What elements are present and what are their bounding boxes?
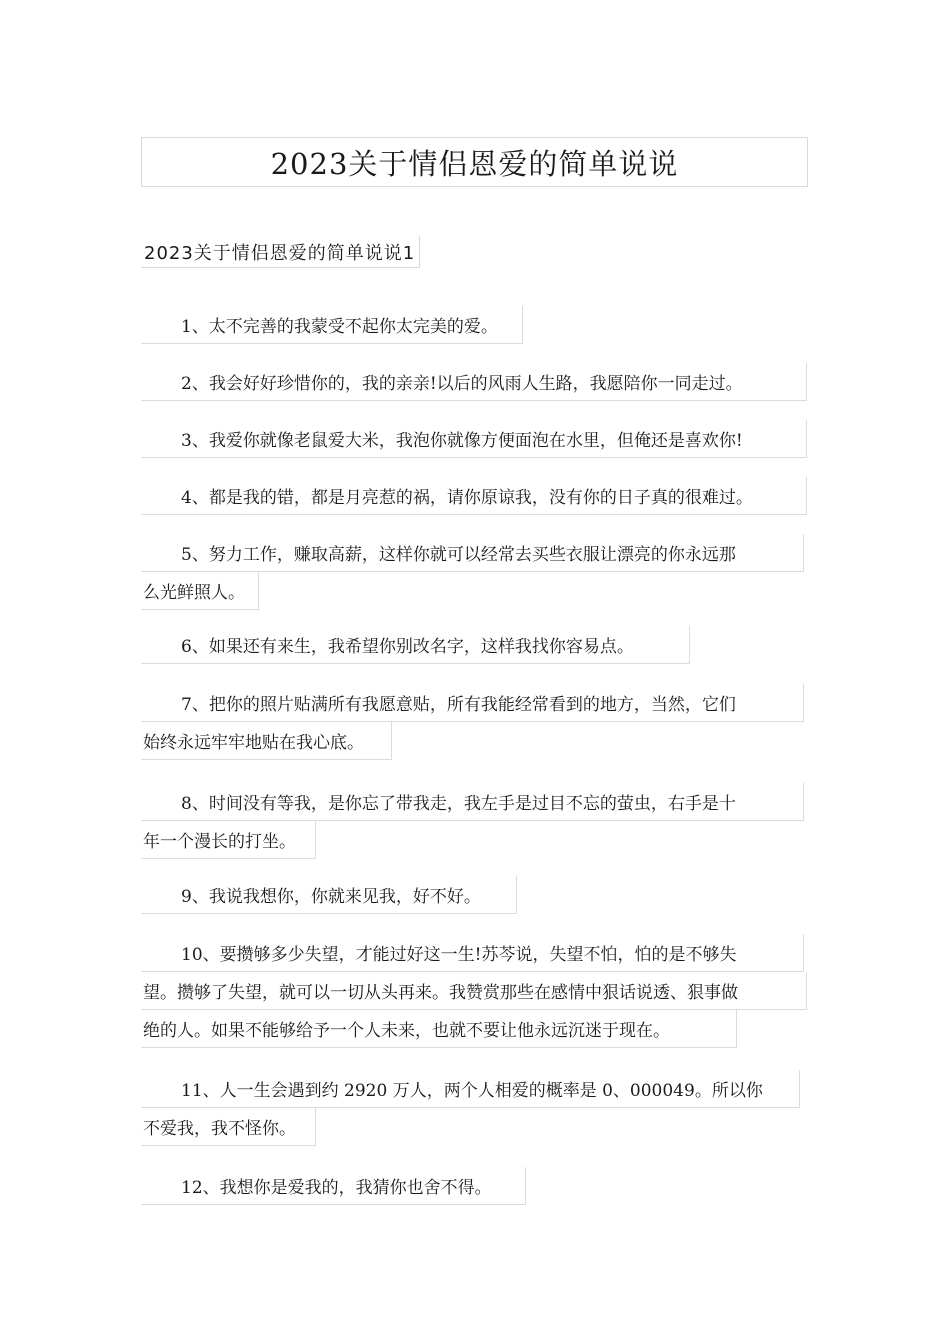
item-line: 1、太不完善的我蒙受不起你太完美的爱。	[141, 306, 523, 344]
list-item	[141, 420, 807, 458]
item-line: 不爱我，我不怪你。	[141, 1108, 316, 1146]
item-line: 10、要攒够多少失望，才能过好这一生!苏芩说，失望不怕，怕的是不够失	[141, 934, 804, 972]
list-item	[141, 1070, 807, 1146]
list-item	[141, 477, 807, 515]
item-line: 6、如果还有来生，我希望你别改名字，这样我找你容易点。	[141, 626, 690, 664]
item-line: 4、都是我的错，都是月亮惹的祸，请你原谅我，没有你的日子真的很难过。	[141, 477, 807, 515]
list-item	[141, 534, 807, 610]
section-heading-box	[141, 236, 420, 268]
document-title-box	[141, 137, 808, 187]
item-line: 3、我爱你就像老鼠爱大米，我泡你就像方便面泡在水里，但俺还是喜欢你!	[141, 420, 807, 458]
item-line: 始终永远牢牢地贴在我心底。	[141, 722, 392, 760]
list-item	[141, 306, 807, 344]
item-line: 年一个漫长的打坐。	[141, 821, 316, 859]
document-title: 2023关于情侣恩爱的简单说说	[270, 146, 679, 181]
section-heading: 2023关于情侣恩爱的简单说说1	[144, 242, 416, 264]
item-line: 绝的人。如果不能够给予一个人未来，也就不要让他永远沉迷于现在。	[141, 1010, 737, 1048]
item-line: 12、我想你是爱我的，我猜你也舍不得。	[141, 1167, 526, 1205]
list-item	[141, 876, 807, 914]
item-line: 11、人一生会遇到约 2920 万人，两个人相爱的概率是 0、000049。所以你	[141, 1070, 800, 1108]
item-line: 么光鲜照人。	[141, 572, 259, 610]
list-item	[141, 684, 807, 760]
item-line: 5、努力工作，赚取高薪，这样你就可以经常去买些衣服让漂亮的你永远那	[141, 534, 804, 572]
list-item	[141, 626, 807, 664]
item-line: 9、我说我想你，你就来见我，好不好。	[141, 876, 517, 914]
item-line: 8、时间没有等我，是你忘了带我走，我左手是过目不忘的萤虫，右手是十	[141, 783, 804, 821]
item-line: 7、把你的照片贴满所有我愿意贴，所有我能经常看到的地方，当然，它们	[141, 684, 804, 722]
list-item	[141, 783, 807, 859]
list-item	[141, 363, 807, 401]
list-item	[141, 1167, 807, 1205]
item-line: 2、我会好好珍惜你的，我的亲亲!以后的风雨人生路，我愿陪你一同走过。	[141, 363, 807, 401]
item-line: 望。攒够了失望，就可以一切从头再来。我赞赏那些在感情中狠话说透、狠事做	[141, 972, 807, 1010]
list-item	[141, 934, 807, 1048]
